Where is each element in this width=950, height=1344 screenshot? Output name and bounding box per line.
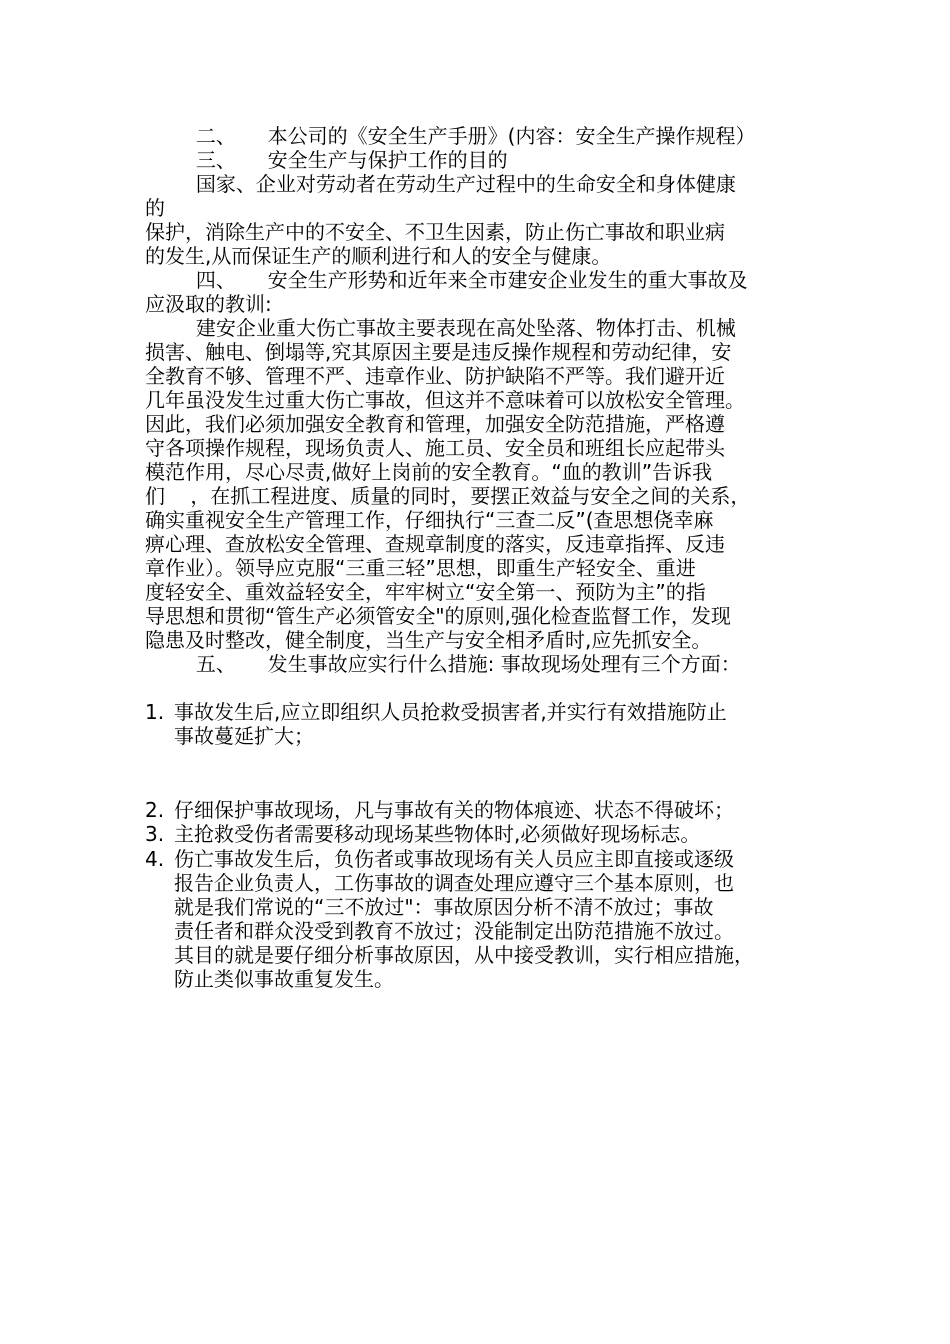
text-line: 度轻安全、重效益轻安全，牢牢树立“安全第一、预防为主”的指 [145, 580, 706, 604]
text-line: 章作业）。领导应克服“三重三轻”思想，即重生产轻安全、重进 [145, 556, 696, 580]
text-line: 导思想和贯彻“管生产必须管安全"的原则,强化检查监督工作，发现 [145, 604, 731, 628]
text-line: 守各项操作规程，现场负责人、施工员、安全员和班组长应起带头 [145, 436, 725, 460]
text-line: 的 [145, 196, 165, 220]
text-line: 确实重视安全生产管理工作，仔细执行“三查二反”(查思想侥幸麻 [145, 508, 714, 532]
text-line: 因此，我们必须加强安全教育和管理，加强安全防范措施，严格遵 [145, 412, 725, 436]
text-line: 四、 安全生产形势和近年来全市建安企业发生的重大事故及 [145, 268, 748, 292]
text-line: 责任者和群众没受到教育不放过；没能制定出防范措施不放过。 [174, 919, 734, 943]
text-line: 报告企业负责人，工伤事故的调查处理应遵守三个基本原则，也 [174, 871, 734, 895]
text-line: 三、 安全生产与保护工作的目的 [145, 148, 508, 172]
text-line: 仔细保护事故现场，凡与事故有关的物体痕迹、状态不得破坏； [174, 798, 734, 822]
text-line: 事故发生后,应立即组织人员抢救受损害者,并实行有效措施防止 [174, 700, 727, 724]
text-line: 建安企业重大伤亡事故主要表现在高处坠落、物体打击、机械 [145, 316, 736, 340]
text-line: 五、 发生事故应实行什么措施: 事故现场处理有三个方面： [145, 652, 741, 676]
body-text [145, 124, 815, 676]
text-line: 隐患及时整改，健全制度，当生产与安全相矛盾时,应先抓安全。 [145, 628, 712, 652]
text-line: 几年虽没发生过重大伤亡事故，但这并不意味着可以放松安全管理。 [145, 388, 745, 412]
text-line: 保护，消除生产中的不安全、不卫生因素，防止伤亡事故和职业病 [145, 220, 725, 244]
list-number: 4. [145, 847, 165, 871]
text-line: 事故蔓延扩大； [174, 724, 314, 748]
text-line: 损害、触电、倒塌等,究其原因主要是违反操作规程和劳动纪律，安 [145, 340, 732, 364]
text-line: 二、 本公司的《安全生产手册》(内容：安全生产操作规程） [145, 124, 756, 148]
list-number: 1. [145, 700, 165, 724]
text-line: 模范作用，尽心尽责,做好上岗前的安全教育。“血的教训”告诉我 [145, 460, 713, 484]
text-line: 全教育不够、管理不严、违章作业、防护缺陷不严等。我们避开近 [145, 364, 725, 388]
text-line: 应汲取的教训: [145, 292, 272, 316]
text-line: 其目的就是要仔细分析事故原因，从中接受教训，实行相应措施， [174, 943, 754, 967]
list-number: 2. [145, 798, 165, 822]
text-line: 就是我们常说的“三不放过"：事故原因分析不清不放过；事故 [174, 895, 714, 919]
text-line: 们 ，在抓工程进度、质量的同时，要摆正效益与安全之间的关系， [145, 484, 751, 508]
text-line: 防止类似事故重复发生。 [174, 967, 394, 991]
list-number: 3. [145, 822, 165, 846]
text-line: 痹心理、查放松安全管理、查规章制度的落实，反违章指挥、反违 [145, 532, 725, 556]
text-line: 的发生,从而保证生产的顺利进行和人的安全与健康。 [145, 244, 612, 268]
text-line: 主抢救受伤者需要移动现场某些物体时,必须做好现场标志。 [174, 822, 701, 846]
text-line: 伤亡事故发生后，负伤者或事故现场有关人员应主即直接或逐级 [174, 847, 734, 871]
text-line: 国家、企业对劳动者在劳动生产过程中的生命安全和身体健康 [145, 172, 736, 196]
